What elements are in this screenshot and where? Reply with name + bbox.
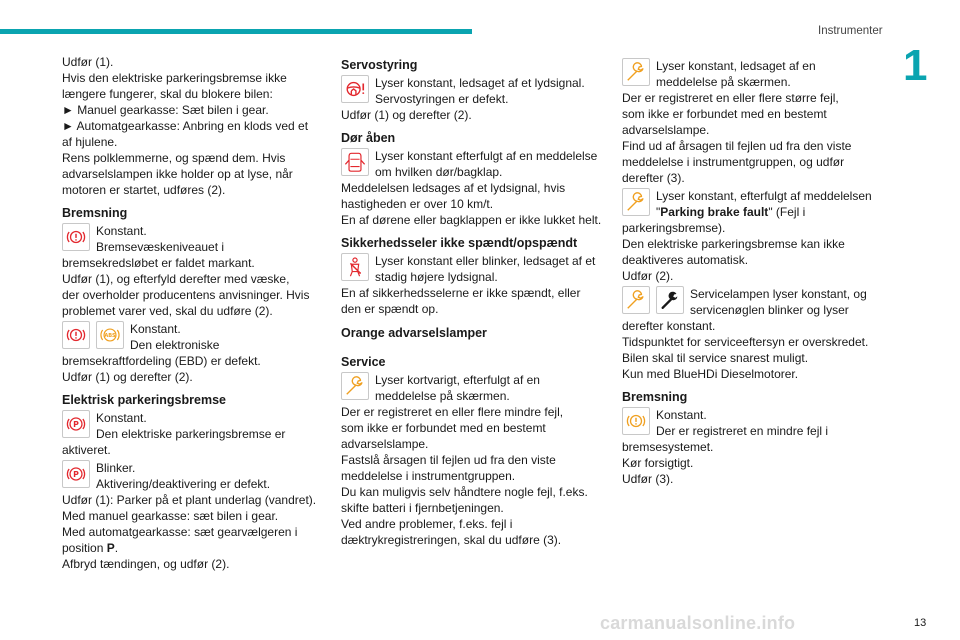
text-line: parkeringsbremse).: [622, 221, 726, 235]
text-line: Konstant.: [656, 408, 707, 422]
belt-1-lead: [341, 253, 606, 285]
door-1-lead: [341, 148, 606, 180]
text-line: om hvilken dør/bagklap.: [375, 165, 503, 179]
text-line: En af dørene eller bagklappen er ikke lukket helt.: [341, 213, 602, 227]
text-line: Kør forsigtigt.: [622, 456, 694, 470]
abs-icon: [96, 321, 124, 349]
text-line: bremsekraftfordeling (EBD) er defekt.: [62, 354, 261, 368]
brake-2-text: [62, 353, 320, 385]
text-line: Lyser konstant, ledsaget af et lydsignal.: [375, 76, 585, 90]
text-line: Du kan muligvis selv håndtere nogle fejl, f.eks.: [341, 485, 588, 499]
text-line: af hjulene.: [62, 135, 118, 149]
text-line: der overholder producentens anvisninger. Hvis: [62, 288, 310, 302]
text-line: Udfør (1) og derefter (2).: [341, 108, 472, 122]
text-line: ► Manuel gearkasse: Sæt bilen i gear.: [62, 103, 269, 117]
text-line: Bremsevæskeniveauet i: [96, 240, 225, 254]
text-line: Udfør (2).: [622, 269, 674, 283]
service-1-text: [341, 404, 606, 548]
heading-service: Service: [341, 355, 386, 369]
heading-bremsning-orange: Bremsning: [622, 390, 688, 404]
svg-text:ABS: ABS: [104, 333, 116, 340]
column-left: [62, 54, 320, 572]
brake-1-text: [62, 255, 320, 319]
park-1-lead: [62, 410, 320, 442]
servo-1-text: [341, 107, 606, 123]
text-line: Der er registreret en mindre fejl i: [656, 424, 829, 438]
text-line: Kun med BlueHDi Dieselmotorer.: [622, 367, 799, 381]
text-line: meddelelse på skærmen.: [656, 75, 791, 89]
intro-block: [62, 54, 320, 198]
text-line: Rens polklemmerne, og spænd dem. Hvis: [62, 151, 286, 165]
text-line: aktiveret.: [62, 443, 111, 457]
text-line: Udfør (1) og derefter (2).: [62, 370, 193, 384]
parking-brake-icon: [62, 460, 90, 488]
text-line: advarselslampe.: [341, 437, 429, 451]
belt-1-text: [341, 285, 606, 317]
text-line: derefter (3).: [622, 171, 685, 185]
heading-bremsning: Bremsning: [62, 206, 128, 220]
svg-text:P: P: [73, 470, 79, 480]
text-line: problemet varer ved, skal du udføre (2).: [62, 304, 273, 318]
heading-door-open: Dør åben: [341, 131, 396, 145]
service-key-icon: [656, 286, 684, 314]
text-line: Lyser konstant eller blinker, ledsaget af et: [375, 254, 596, 268]
servo-1-lead: [341, 75, 606, 107]
text-line: Meddelelsen ledsages af et lydsignal, hvis: [341, 181, 566, 195]
text-line: motoren er startet, udføres (2).: [62, 183, 226, 197]
seatbelt-icon: [341, 253, 369, 281]
service-4-text: [622, 318, 882, 382]
text-line: Lyser konstant, ledsaget af en: [656, 59, 816, 73]
text-line: Udfør (1).: [62, 55, 114, 69]
text-line: meddelelse i instrumentgruppen.: [341, 469, 516, 483]
page-number: 13: [914, 617, 927, 629]
text-line: Servicelampen lyser konstant, og: [690, 287, 867, 301]
text-line: Konstant.: [96, 411, 147, 425]
service-2-text: [622, 90, 882, 186]
text-line: Den elektriske parkeringsbremse er: [96, 427, 286, 441]
text-line: Bilen skal til service snarest muligt.: [622, 351, 809, 365]
heading-parking-brake: Elektrisk parkeringsbremse: [62, 393, 226, 407]
text-line: hastigheden er over 10 km/t.: [341, 197, 494, 211]
park-1-text: [62, 442, 320, 458]
text-line: Konstant.: [96, 224, 147, 238]
section-title: Instrumenter: [818, 25, 883, 37]
text-line: Tidspunktet for serviceeftersyn er overskredet.: [622, 335, 869, 349]
service-3-lead-line1: Lyser konstant, efterfulgt af meddelelsen: [656, 189, 872, 203]
text-line: deaktiveres automatisk.: [622, 253, 749, 267]
heading-orange-lamps: Orange advarselslamper: [341, 326, 487, 340]
service-1-lead: [341, 372, 606, 404]
text-line: dæktrykregistreringen, skal du udføre (3).: [341, 533, 562, 547]
text-line: Med manuel gearkasse: sæt bilen i gear.: [62, 509, 279, 523]
brake-warning-icon: [62, 223, 90, 251]
text-line: Udfør (1), og efterfyld derefter med væske,: [62, 272, 290, 286]
text-line: Der er registreret en eller flere mindre fejl,: [341, 405, 564, 419]
text-line: Afbryd tændingen, og udfør (2).: [62, 557, 230, 571]
svg-text:P: P: [73, 420, 79, 430]
text-line: bremsesystemet.: [622, 440, 714, 454]
text-line: ► Automatgearkasse: Anbring en klods ved et: [62, 119, 309, 133]
column-middle: [341, 54, 606, 548]
text-line: advarselslampe.: [622, 123, 710, 137]
text-line: Lyser kortvarigt, efterfulgt af en: [375, 373, 540, 387]
text-line: Servostyringen er defekt.: [375, 92, 509, 106]
park-2-text: [62, 492, 320, 540]
door-1-text: [341, 180, 606, 228]
service-wrench-icon: [622, 58, 650, 86]
text-line: derefter konstant.: [622, 319, 716, 333]
text-line: meddelelse på skærmen.: [375, 389, 510, 403]
text-line: som ikke er forbundet med en bestemt: [622, 107, 827, 121]
brake-warning-icon: [62, 321, 90, 349]
header-accent-bar: [0, 29, 472, 34]
text-line: En af sikkerhedsselerne er ikke spændt, eller: [341, 286, 581, 300]
service-2-lead: [622, 58, 882, 90]
service-wrench-icon: [622, 188, 650, 216]
steering-wheel-icon: [341, 75, 369, 103]
text-line: servicenøglen blinker og lyser: [690, 303, 849, 317]
watermark: carmanualsonline.info: [600, 613, 796, 633]
brake-warning-icon: [622, 407, 650, 435]
text-line: Ved andre problemer, f.eks. fejl i: [341, 517, 513, 531]
text-line: Fastslå årsagen til fejlen ud fra den viste: [341, 453, 556, 467]
text-line: skifte batteri i fjernbetjeningen.: [341, 501, 504, 515]
text-line: den er spændt op.: [341, 302, 439, 316]
text-line: Find ud af årsagen til fejlen ud fra den viste: [622, 139, 852, 153]
brake-3-lead: [622, 407, 882, 439]
brake-1-lead: [62, 223, 320, 255]
text-line: Udfør (1): Parker på et plant underlag (vandret).: [62, 493, 317, 507]
text-line: meddelelse i instrumentgruppen, og udfør: [622, 155, 845, 169]
parking-brake-icon: [62, 410, 90, 438]
column-right: [622, 54, 882, 487]
text-line: Aktivering/deaktivering er defekt.: [96, 477, 271, 491]
door-open-icon: [341, 148, 369, 176]
text-line: Lyser konstant efterfulgt af en meddelelse: [375, 149, 598, 163]
text-line: Den elektroniske: [130, 338, 220, 352]
text-line: Blinker.: [96, 461, 136, 475]
heading-servostyring: Servostyring: [341, 58, 418, 72]
text-line: Den elektriske parkeringsbremse kan ikke: [622, 237, 845, 251]
text-line: som ikke er forbundet med en bestemt: [341, 421, 546, 435]
text-line: Hvis den elektriske parkeringsbremse ikke: [62, 71, 287, 85]
service-3-lead-line2: "Parking brake fault" (Fejl i: [656, 205, 806, 219]
service-wrench-icon: [622, 286, 650, 314]
text-line: advarselslampen ikke holder op at lyse, når: [62, 167, 293, 181]
service-wrench-icon: [341, 372, 369, 400]
text-line: Konstant.: [130, 322, 181, 336]
text-line: Med automatgearkasse: sæt gearvælgeren i: [62, 525, 298, 539]
park-2-position: position P.: [62, 541, 119, 555]
brake-3-text: [622, 439, 882, 487]
park-2-end: [62, 556, 320, 572]
chapter-number: 1: [903, 41, 928, 90]
text-line: stadig højere lydsignal.: [375, 270, 498, 284]
text-line: længere fungerer, skal du blokere bilen:: [62, 87, 273, 101]
service-3-text: [622, 220, 882, 284]
text-line: Der er registreret en eller flere større fejl,: [622, 91, 839, 105]
park-2-lead: [62, 460, 320, 492]
heading-seatbelt: Sikkerhedsseler ikke spændt/opspændt: [341, 236, 578, 250]
text-line: Udfør (3).: [622, 472, 674, 486]
text-line: bremsekredsløbet er faldet markant.: [62, 256, 255, 270]
